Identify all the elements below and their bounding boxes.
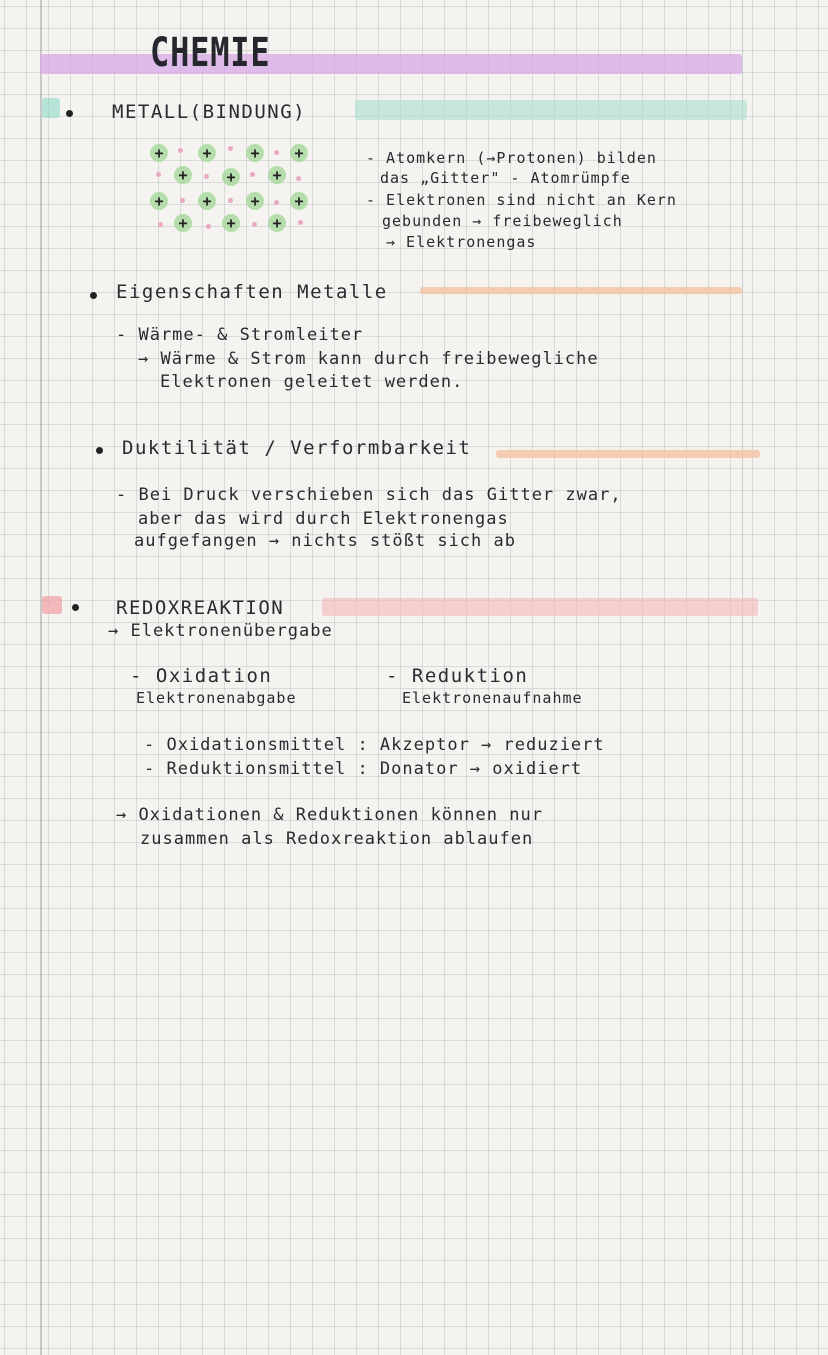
reduktionsmittel-line: - Reduktionsmittel : Donator → oxidiert <box>144 759 583 779</box>
eigenschaften-heading: Eigenschaften Metalle <box>116 281 388 303</box>
lattice-electron <box>298 220 303 225</box>
metall-note-line: - Elektronen sind nicht an Kern <box>366 191 677 209</box>
redox-conclusion-line: zusammen als Redoxreaktion ablaufen <box>140 829 534 849</box>
metall-highlight <box>355 100 747 120</box>
redox-subtitle: → Elektronenübergabe <box>108 621 333 641</box>
lattice-electron <box>156 172 161 177</box>
lattice-ion: + <box>222 168 240 186</box>
lattice-electron <box>178 148 183 153</box>
lattice-ion: + <box>198 192 216 210</box>
lattice-electron <box>228 198 233 203</box>
bullet-duktilitaet <box>96 447 103 454</box>
lattice-ion: + <box>174 166 192 184</box>
metall-note-line: - Atomkern (→Protonen) bilden <box>366 149 657 167</box>
duktilitaet-line: - Bei Druck verschieben sich das Gitter zwar, <box>116 485 622 505</box>
reduktion-desc: Elektronenaufnahme <box>402 689 583 707</box>
lattice-electron <box>158 222 163 227</box>
lattice-ion: + <box>290 144 308 162</box>
metall-note-line: gebunden → freibeweglich <box>382 212 623 230</box>
metall-note-line: das „Gitter" - Atomrümpfe <box>380 169 631 187</box>
eigenschaften-highlight <box>420 287 742 294</box>
metal-lattice-diagram <box>150 142 320 234</box>
lattice-electron <box>296 176 301 181</box>
metall-note-line: → Elektronengas <box>386 233 537 251</box>
redox-highlight <box>322 598 758 616</box>
oxidation-desc: Elektronenabgabe <box>136 689 297 707</box>
duktilitaet-highlight <box>496 450 760 458</box>
duktilitaet-line: aufgefangen → nichts stößt sich ab <box>134 531 516 551</box>
lattice-electron <box>206 224 211 229</box>
redox-heading: REDOXREAKTION <box>116 597 285 619</box>
margin-line <box>40 0 42 1355</box>
redox-mark <box>42 596 62 614</box>
eigenschaften-line: → Wärme & Strom kann durch freibewegliche <box>138 349 599 369</box>
lattice-electron <box>204 174 209 179</box>
bullet-eigenschaften <box>90 292 97 299</box>
lattice-ion: + <box>174 214 192 232</box>
lattice-electron <box>250 172 255 177</box>
eigenschaften-item: - Wärme- & Stromleiter <box>116 325 364 345</box>
lattice-ion: + <box>290 192 308 210</box>
metall-heading: METALL(BINDUNG) <box>112 101 307 123</box>
lattice-ion: + <box>150 192 168 210</box>
lattice-ion: + <box>268 214 286 232</box>
lattice-ion: + <box>268 166 286 184</box>
lattice-electron <box>252 222 257 227</box>
lattice-ion: + <box>246 192 264 210</box>
lattice-ion: + <box>198 144 216 162</box>
oxidation-label: - Oxidation <box>130 665 273 687</box>
lattice-ion: + <box>222 214 240 232</box>
eigenschaften-line: Elektronen geleitet werden. <box>160 372 464 392</box>
bullet-metall <box>66 110 73 117</box>
lattice-electron <box>274 200 279 205</box>
lattice-ion: + <box>246 144 264 162</box>
title-highlight <box>40 54 742 74</box>
bullet-redox <box>72 604 79 611</box>
page-title: CHEMIE <box>150 30 271 76</box>
redox-conclusion-line: → Oxidationen & Reduktionen können nur <box>116 805 543 825</box>
lattice-electron <box>274 150 279 155</box>
right-margin-line <box>742 0 743 1355</box>
lattice-ion: + <box>150 144 168 162</box>
reduktion-label: - Reduktion <box>386 665 529 687</box>
lattice-electron <box>180 198 185 203</box>
oxidationsmittel-line: - Oxidationsmittel : Akzeptor → reduziert <box>144 735 605 755</box>
duktilitaet-heading: Duktilität / Verformbarkeit <box>122 437 472 459</box>
metall-mark <box>42 98 60 118</box>
duktilitaet-line: aber das wird durch Elektronengas <box>138 509 509 529</box>
lattice-electron <box>228 146 233 151</box>
